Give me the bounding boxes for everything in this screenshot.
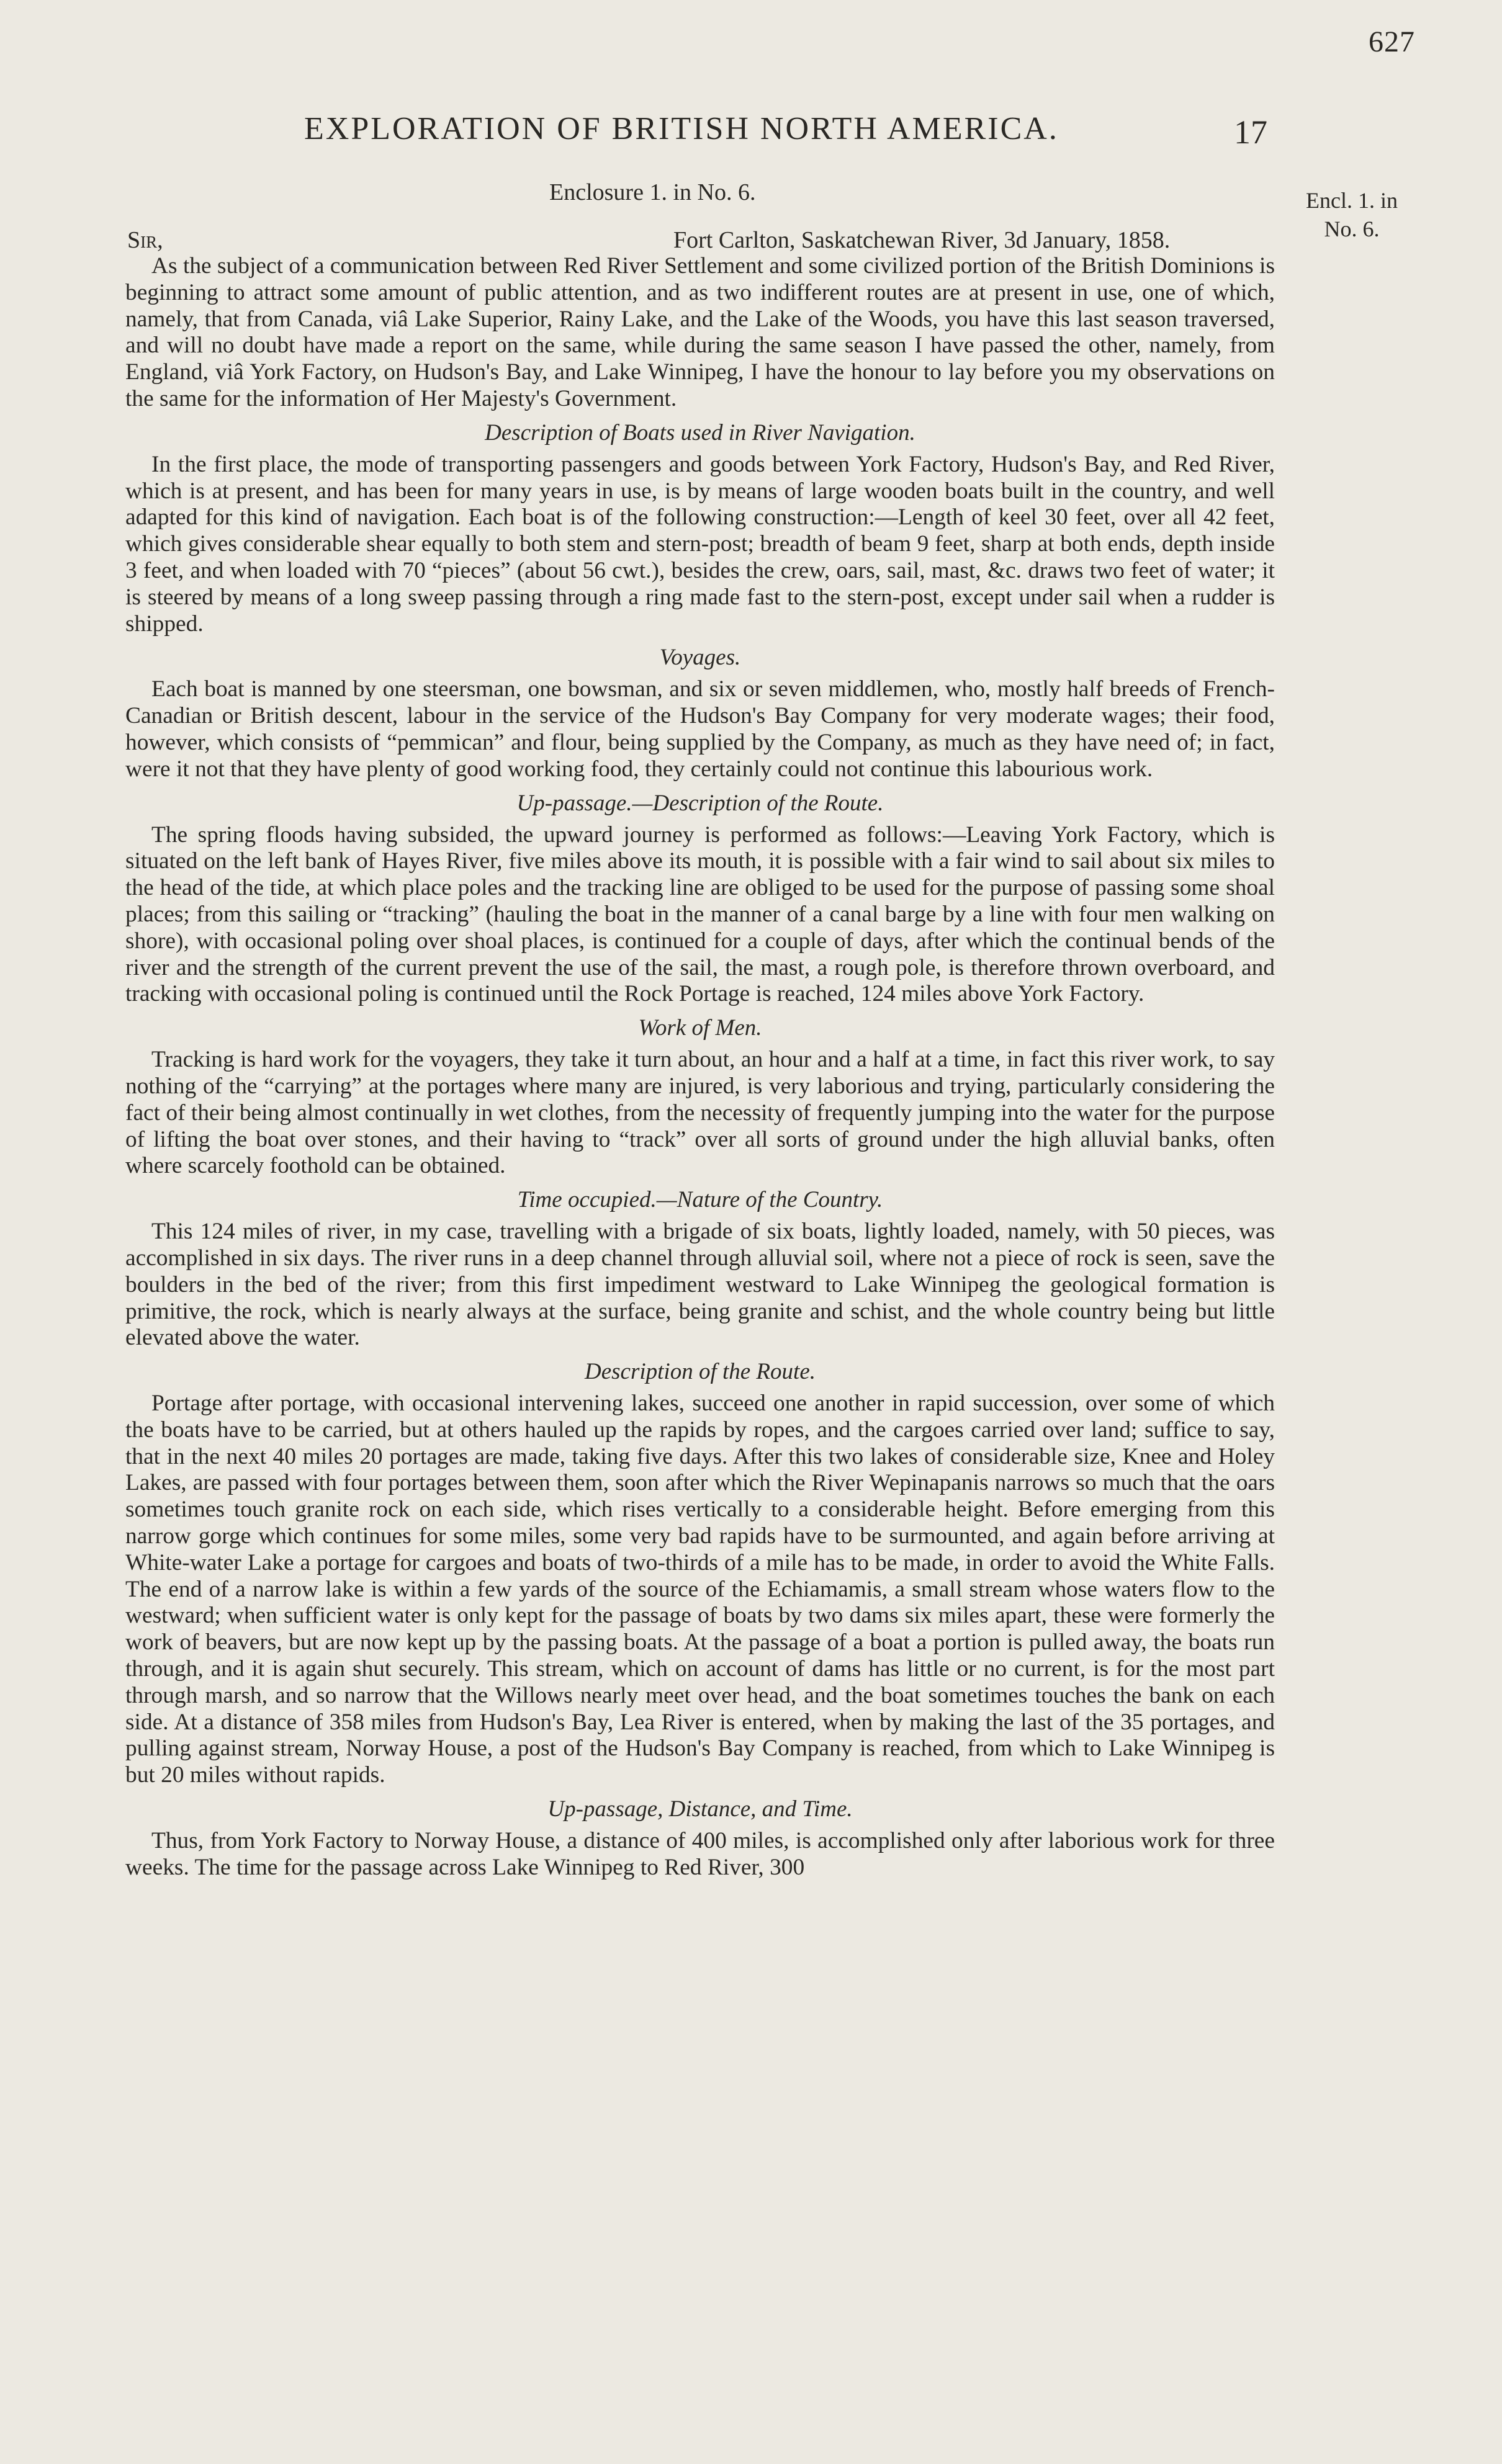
- dateline: Fort Carlton, Saskatchewan River, 3d January, 1858.: [673, 227, 1171, 253]
- margin-note: [1290, 186, 1414, 243]
- page-number: 627: [1369, 25, 1415, 58]
- running-header: EXPLORATION OF BRITISH NORTH AMERICA.: [304, 111, 1059, 146]
- section-heading: Up-passage, Distance, and Time.: [547, 1796, 853, 1822]
- section-heading: Description of Boats used in River Navigation.: [485, 419, 915, 446]
- section-heading: Voyages.: [659, 645, 741, 671]
- salutation: Sir,: [127, 227, 163, 253]
- body-paragraph: Thus, from York Factory to Norway House, a distance of 400 miles, is accomplished only after laborious work for three weeks. The time for the passage across Lake Winnipeg to Red River, 300: [125, 1828, 1275, 1880]
- body-paragraph: This 124 miles of river, in my case, travelling with a brigade of six boats, lightly loaded, namely, with 50 pieces, was accomplished in six days. The river runs in a deep channel through alluvial soil, where not a piece of rock is seen, save the boulders in the bed of the river; from this first impediment westward to Lake Winnipeg the geological formation is primitive, the rock, which is nearly always at the surface, being granite and schist, and the whole country being but little elevated above the water.: [125, 1219, 1275, 1351]
- body-paragraph: Portage after portage, with occasional intervening lakes, succeed one another in rapid succession, over some of which the boats have to be carried, but at others hauled up the rapids by ropes, and the cargoes carried over land; suffice to say, that in the next 40 miles 20 portages are made, taking five days. After this two lakes of considerable size, Knee and Holey Lakes, are passed with four portages between them, soon after which the River Wepinapanis narrows so much that the oars sometimes touch granite rock on each side, which rises vertically to a considerable height. Before emerging from this narrow gorge which continues for some miles, some very bad rapids have to be surmounted, and again before arriving at White-water Lake a portage for cargoes and boats of two-thirds of a mile has to be made, in order to avoid the White Falls. The end of a narrow lake is within a few yards of the source of the Echiamamis, a small stream whose waters flow to the westward; when sufficient water is only kept for the passage of boats by two dams six miles apart, these were formerly the work of beavers, but are now kept up by the passing boats. At the passage of a boat a portion is pulled away, the boats run through, and it is again shut securely. This stream, which on account of dams has little or no current, is for the most part through marsh, and so narrow that the Willows nearly meet over head, and the boat sometimes touches the bank on each side. At a distance of 358 miles from Hudson's Bay, Lea River is entered, when by making the last of the 35 portages, and pulling against stream, Norway House, a post of the Hudson's Bay Company is reached, from which to Lake Winnipeg is but 20 miles without rapids.: [125, 1391, 1275, 1788]
- section-heading: Time occupied.—Nature of the Country.: [517, 1187, 883, 1213]
- body-paragraph: The spring floods having subsided, the upward journey is performed as follows:—Leaving York Factory, which is situated on the left bank of Hayes River, five miles above its mouth, it is possible with a fair wind to sail about six miles to the head of the tide, at which place poles and the tracking line are obliged to be used for the purpose of passing some shoal places; from this sailing or “tracking” (hauling the boat in the manner of a canal barge by a line with four men walking on shore), with occasional poling over shoal places, is continued for a couple of days, after which the continual bends of the river and the strength of the current prevent the use of the sail, the mast, a rough pole, is therefore thrown overboard, and tracking with occasional poling is continued until the Rock Portage is reached, 124 miles above York Factory.: [125, 822, 1275, 1007]
- section-heading: Work of Men.: [638, 1015, 762, 1041]
- section-heading: Up-passage.—Description of the Route.: [516, 790, 884, 816]
- body-paragraph: In the first place, the mode of transporting passengers and goods between York Factory, Hudson's Bay, and Red River, which is at present, and has been for many years in use, is by means of large wooden boats built in the country, and well adapted for this kind of navigation. Each boat is of the following construction:—Length of keel 30 feet, over all 42 feet, which gives considerable shear equally to both stem and stern-post; breadth of beam 9 feet, sharp at both ends, depth inside 3 feet, and when loaded with 70 “pieces” (about 56 cwt.), besides the crew, oars, sail, mast, &c. draws two feet of water; it is steered by means of a long sweep passing through a ring made fast to the stern-post, except under sail when a rudder is shipped.: [125, 451, 1275, 637]
- margin-note-line: Encl. 1. in: [1306, 188, 1398, 213]
- margin-note-line: No. 6.: [1324, 217, 1380, 241]
- enclosure-title: Enclosure 1. in No. 6.: [549, 179, 756, 205]
- body-paragraph: As the subject of a communication between Red River Settlement and some civilized portion of the British Dominions is beginning to attract some amount of public attention, and as two indifferent routes are at present in use, one of which, namely, that from Canada, viâ Lake Superior, Rainy Lake, and the Lake of the Woods, you have this last season traversed, and will no doubt have made a report on the same, while during the same season I have passed the other, namely, from England, viâ York Factory, on Hudson's Bay, and Lake Winnipeg, I have the honour to lay before you my observations on the same for the information of Her Majesty's Government.: [125, 253, 1275, 411]
- letter-body: [125, 253, 1275, 1881]
- body-paragraph: Tracking is hard work for the voyagers, they take it turn about, an hour and a half at a time, in fact this river work, to say nothing of the “carrying” at the portages where many are injured, is very laborious and trying, particularly considering the fact of their being almost continually in wet clothes, from the necessity of frequently jumping into the water for the purpose of lifting the boat over stones, and their having to “track” over all sorts of ground under the high alluvial banks, often where scarcely foothold can be obtained.: [125, 1047, 1275, 1179]
- body-paragraph: Each boat is manned by one steersman, one bowsman, and six or seven middlemen, who, mostly half breeds of French-Canadian or British descent, labour in the service of the Hudson's Bay Company for very moderate wages; their food, however, which consists of “pemmican” and flour, being supplied by the Company, as much as they have need of; in fact, were it not that they have plenty of good working food, they certainly could not continue this labourious work.: [125, 676, 1275, 782]
- section-heading: Description of the Route.: [585, 1359, 816, 1385]
- header-page-number: 17: [1234, 114, 1267, 151]
